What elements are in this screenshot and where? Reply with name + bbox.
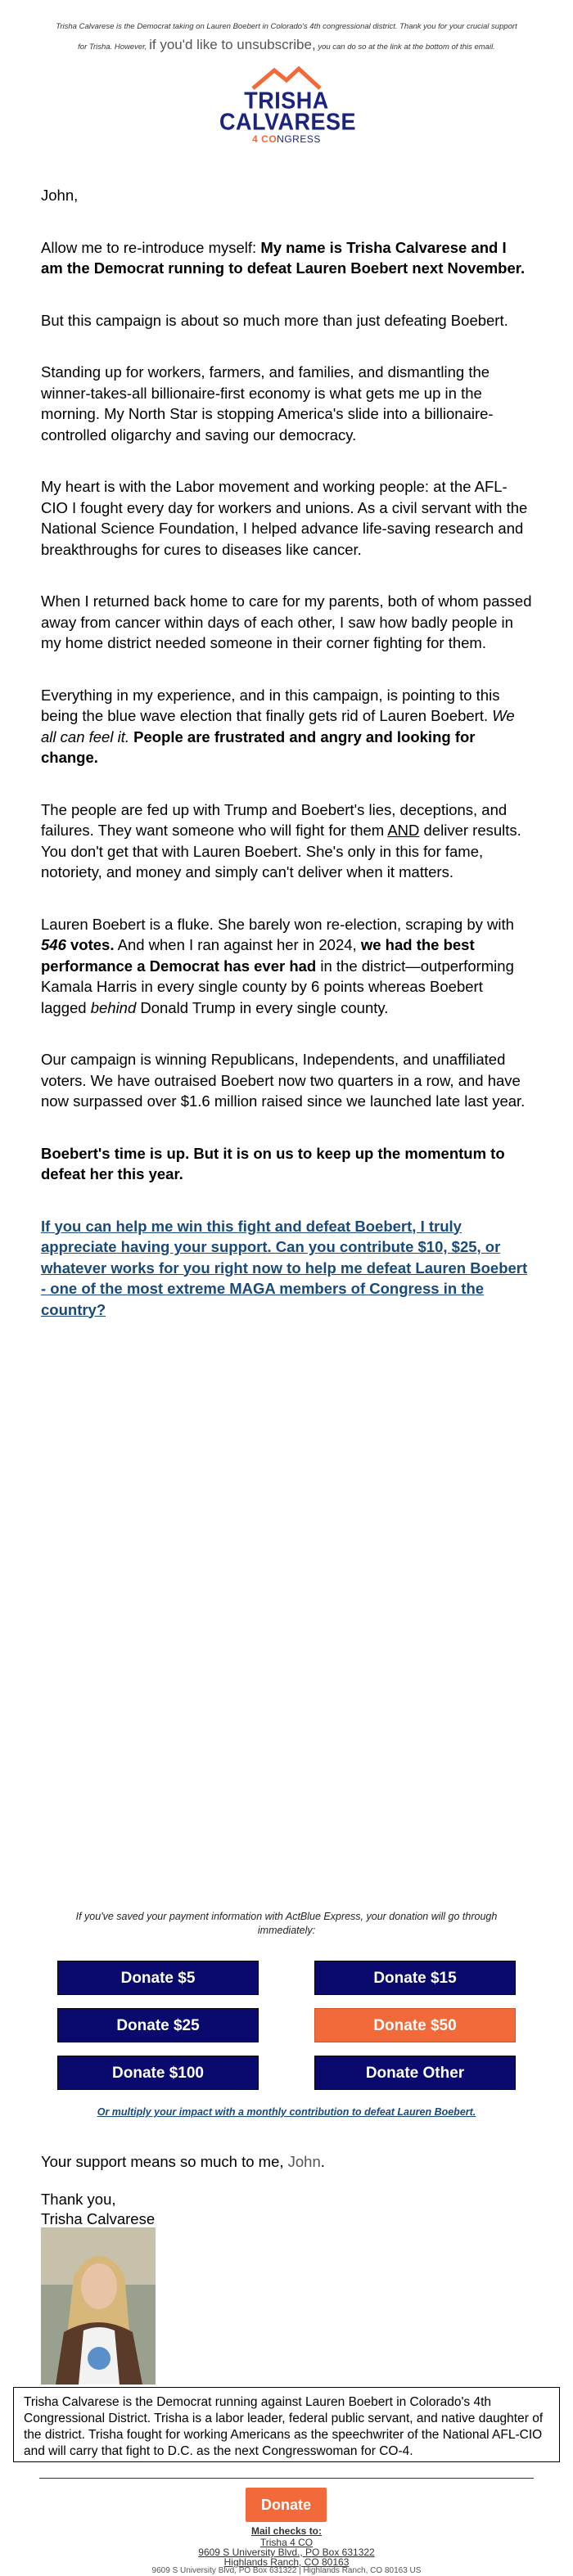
donation-ask-link[interactable]: If you can help me win this fight and defeat Boebert, I truly appreciate having your support. Can you contribute $10, $25, or whatever works for you right now to help me defeat Lauren Boebert - one of the most extreme MAGA members of Congress in the country?: [41, 1217, 528, 1318]
candidate-photo: [41, 2227, 156, 2385]
donate-25-button[interactable]: Donate $25: [57, 2008, 259, 2042]
donate-50-button[interactable]: Donate $50: [314, 2008, 516, 2042]
donate-100-button[interactable]: Donate $100: [57, 2056, 259, 2090]
paragraph-campaign: But this campaign is about so much more than just defeating Boebert.: [41, 311, 508, 329]
support-line: Your support means so much to me, John.: [41, 2153, 325, 2170]
actblue-express-section: [49, 1910, 524, 1938]
paragraph-fed-up: The people are fed up with Trump and Boebert's lies, deceptions, and failures. They want someone who will fight for them AND deliver results. You don't get that with Lauren Boebert. She's only in this for fame, notoriety, and money and simply can't deliver when it matters.: [41, 800, 521, 880]
mail-recipient: Trisha 4 CO: [259, 2537, 314, 2548]
paragraph-north-star: Standing up for workers, farmers, and families, and dismantling the winner-takes-all billionaire-first economy is what gets me up in the morning. My North Star is stopping America's slide into a billionaire-controlled oligarchy and saving our democracy.: [41, 363, 494, 444]
donate-other-button[interactable]: Donate Other: [314, 2056, 516, 2090]
candidate-bio-box: Trisha Calvarese is the Democrat running against Lauren Boebert in Colorado's 4th Congressional District. Trisha is a labor leader, federal public servant, and native daughter of the district. Trisha fought for working Americans as the speechwriter of the National AFL-CIO and will carry that fight to D.C. as the next Congresswoman for CO-4.: [13, 2387, 560, 2462]
unsubscribe-note: if you'd like to unsubscribe,: [149, 37, 316, 52]
letter-body: [41, 185, 532, 1351]
paragraph-blue-wave: Everything in my experience, and in this campaign, is pointing to this being the blue wave election that finally gets rid of Lauren Boebert. We all can feel it. People are frustrated and angry and looking for change.: [41, 686, 515, 766]
donate-5-button[interactable]: Donate $5: [57, 1961, 259, 1995]
mountain-roof-icon: [250, 65, 323, 90]
mail-city-state: Highlands Ranch, CO 80163: [223, 2556, 350, 2568]
monthly-contribution-link[interactable]: Or multiply your impact with a monthly contribution to defeat Lauren Boebert.: [97, 2106, 476, 2118]
donate-15-button[interactable]: Donate $15: [314, 1961, 516, 1995]
preheader-text: for Trisha. However,: [78, 43, 147, 52]
candidate-portrait-image: [41, 2227, 156, 2385]
mail-checks-heading: Mail checks to:: [250, 2525, 323, 2537]
paragraph-fluke: Lauren Boebert is a fluke. She barely won re-election, scraping by with 546 votes. And when I ran against her in 2024, we had the best performance a Democrat has ever had in the district—outperforming Kamala Harris in every single county by 6 points whereas Boebert lagged behind Donald Trump in every single county.: [41, 915, 514, 1016]
footer-address: 9609 S University Blvd, PO Box 631322 | Highlands Ranch, CO 80163 US: [151, 2566, 422, 2575]
logo-tagline: 4 CONGRESS: [252, 133, 321, 145]
divider: [39, 2478, 534, 2479]
logo-first-name: TRISHA: [244, 88, 329, 114]
paragraph-time-up: Boebert's time is up. But it is on us to keep up the momentum to defeat her this year.: [41, 1144, 505, 1182]
preheader-line-1: Trisha Calvarese is the Democrat taking on Lauren Boebert in Colorado's 4th congressional district. Thank you for your crucial support: [56, 22, 517, 31]
signature: Trisha Calvarese: [41, 2210, 156, 2227]
preheader-text-end: you can do so at the link at the bottom of this email.: [318, 43, 495, 52]
mail-street-address: 9609 S University Blvd., PO Box 631322: [198, 2547, 375, 2558]
paragraph-home: When I returned back home to care for my parents, both of whom passed away from cancer within days of each other, I saw how badly people in my home district needed someone in their corner fighting for them.: [41, 592, 532, 651]
thanks-line: Thank you,: [41, 2191, 116, 2208]
actblue-intro: If you've saved your payment information with ActBlue Express, your donation will go through immediately:: [75, 1911, 498, 1936]
greeting: John,: [41, 187, 79, 204]
preheader: [33, 18, 540, 56]
paragraph-winning: Our campaign is winning Republicans, Independents, and unaffiliated voters. We have outraised Boebert now two quarters in a row, and have now surpassed over $1.6 million raised since we launched late last year.: [41, 1051, 526, 1110]
logo-last-name: CALVARESE: [219, 109, 357, 135]
paragraph-labor: My heart is with the Labor movement and working people: at the AFL-CIO I fought every day for workers and unions. As a civil servant with the National Science Foundation, I helped advance life-saving research and breakthroughs for cures to diseases like cancer.: [41, 478, 528, 558]
donate-button[interactable]: Donate: [246, 2488, 327, 2522]
preheader-line-2: [33, 36, 540, 56]
paragraph-intro: Allow me to re-introduce myself: My name is Trisha Calvarese and I am the Democrat running to defeat Lauren Boebert next November.: [41, 238, 526, 277]
campaign-logo: [219, 65, 357, 155]
